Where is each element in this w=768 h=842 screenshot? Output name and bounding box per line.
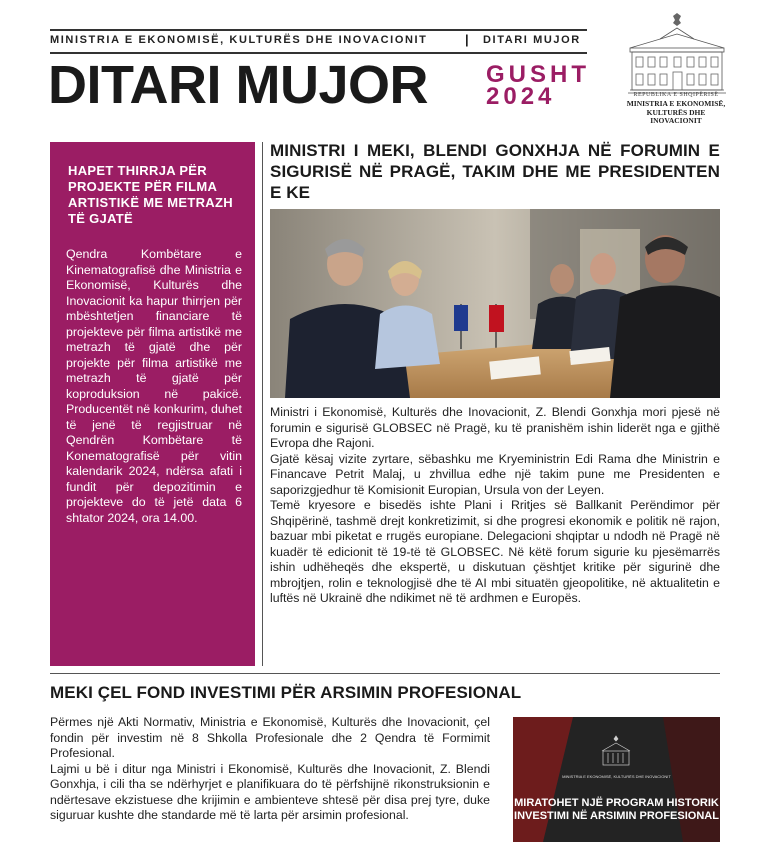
header-section-name: DITARI MUJOR [483, 34, 581, 46]
promo-caption: MINISTRIA E EKONOMISË, KULTURËS DHE INOVACIONIT [562, 774, 671, 779]
meeting-photo [270, 209, 720, 398]
header-ministry-name: MINISTRIA E EKONOMISË, KULTURËS DHE INOVACIONIT [50, 34, 428, 46]
logo-ministry-text [622, 100, 730, 126]
section-divider [50, 673, 720, 674]
header-top-rule [50, 29, 587, 31]
promo-background [513, 717, 720, 842]
main-article-title: MINISTRI I MEKI, BLENDI GONXHJA NË FORUMIN E SIGURISË NË PRAGË, TAKIM DHE ME PRESIDENTEN E KE [270, 141, 720, 202]
header-bottom-rule [50, 52, 587, 54]
promo-headline: MIRATOHET NJË PROGRAM HISTORIK INVESTIMI NË ARSIMIN PROFESIONAL [514, 797, 719, 822]
logo-republic-text: REPUBLIKA E SHQIPËRISË [633, 92, 719, 98]
sidebar-body: Qendra Kombëtare e Kinematografisë dhe Ministria e Ekonomisë, Kulturës dhe Inovacionit ka hapur thirrjen për mbështetjen financiare të projekteve për filma artistikë me metrazh të gjatë dhe për projekte për filma artistikë me metrazh të gjatë për koproduksion në pakicë. Producentët në konkurim, duhet të jenë të regjistruar në Qendrën Kombëtare të Konematografisë për vitin kalendarik 2024, ndërsa afati i fundit për depozitimin e projekteve do të jetë data 6 shtator 2024, ora 14.00. [66, 247, 242, 525]
sidebar-title: HAPET THIRRJA PËR PROJEKTE PËR FILMA ARTISTIKË ME METRAZH TË GJATË [68, 163, 233, 226]
promo-banner [513, 717, 720, 842]
bottom-article-paragraph: Përmes një Akti Normativ, Ministria e Ekonomisë, Kulturës dhe Inovacionit, çel fondin për investim në 8 Shkolla Profesionale dhe 2 Qendra të Formimit Profesional. [50, 715, 490, 760]
logo-ministry-line-1: MINISTRIA E EKONOMISË, [626, 99, 726, 108]
bottom-article-paragraph: Lajmi u bë i ditur nga Ministri i Ekonomisë, Kulturës dhe Inovacionit, Z. Blendi Gonxhja, i cili tha se ndërhyrjet e planifikuara do të përfshijnë rikonstruksionin e ndërtesave ekzistuese dhe krijimin e ambienteve shtesë për disa prej tyre, duke siguruar kushte dhe standarde më të larta për arsimin profesional. [50, 761, 490, 822]
bottom-article-title: MEKI ÇEL FOND INVESTIMI PËR ARSIMIN PROFESIONAL [50, 683, 522, 702]
bottom-article-body [50, 715, 490, 824]
main-article-paragraph: Gjatë kësaj vizite zyrtare, sëbashku me Kryeministrin Edi Rama dhe Ministrin e Financave Petrit Malaj, u zhvillua edhe një takim pune me Presidenten e saporizgjedhur të Komisionit Europian, Ursula von der Leyen. [270, 451, 720, 497]
newsletter-title: DITARI MUJOR [48, 55, 428, 115]
sidebar-film-call [50, 142, 255, 666]
main-article-paragraph: Temë kryesore e bisedës ishte Plani i Rritjes së Ballkanit Perëndimor për Shqipërinë, tashmë drejt konkretizimit, si dhe progresi ekonomik e politik në rajon, bazuar mbi piketat e rrugës europiane. Delegacioni shqiptar u ndodh në Pragë në kuadër të edicionit të 19-të të GLOBSEC. Në këtë forum sigurie ku pjesëmarrës ishin udhëheqës dhe ekspertë, u diskutuan çështjet kritike për sigurinë dhe mbrojtjen, rolin e teknologjisë dhe të AI mbi situatën gjeopolitike, në aktualitetin e luftës në Ukrainë dhe ndikimet në të ardhmen e Europës. [270, 498, 720, 605]
logo-ministry-line-2: KULTURËS DHE INOVACIONIT [646, 107, 706, 125]
main-article-paragraph: Ministri i Ekonomisë, Kulturës dhe Inovacionit, Z. Blendi Gonxhja mori pjesë në forumin e sigurisë GLOBSEC në Pragë, ku të pranishëm ishin liderët nga e gjithë Evropa dhe Rajoni. [270, 405, 720, 450]
issue-year: 2024 [486, 83, 556, 110]
main-article-body [270, 405, 720, 607]
column-divider [262, 142, 263, 666]
issue-month: GUSHT [486, 61, 590, 88]
header-separator: | [465, 32, 469, 47]
